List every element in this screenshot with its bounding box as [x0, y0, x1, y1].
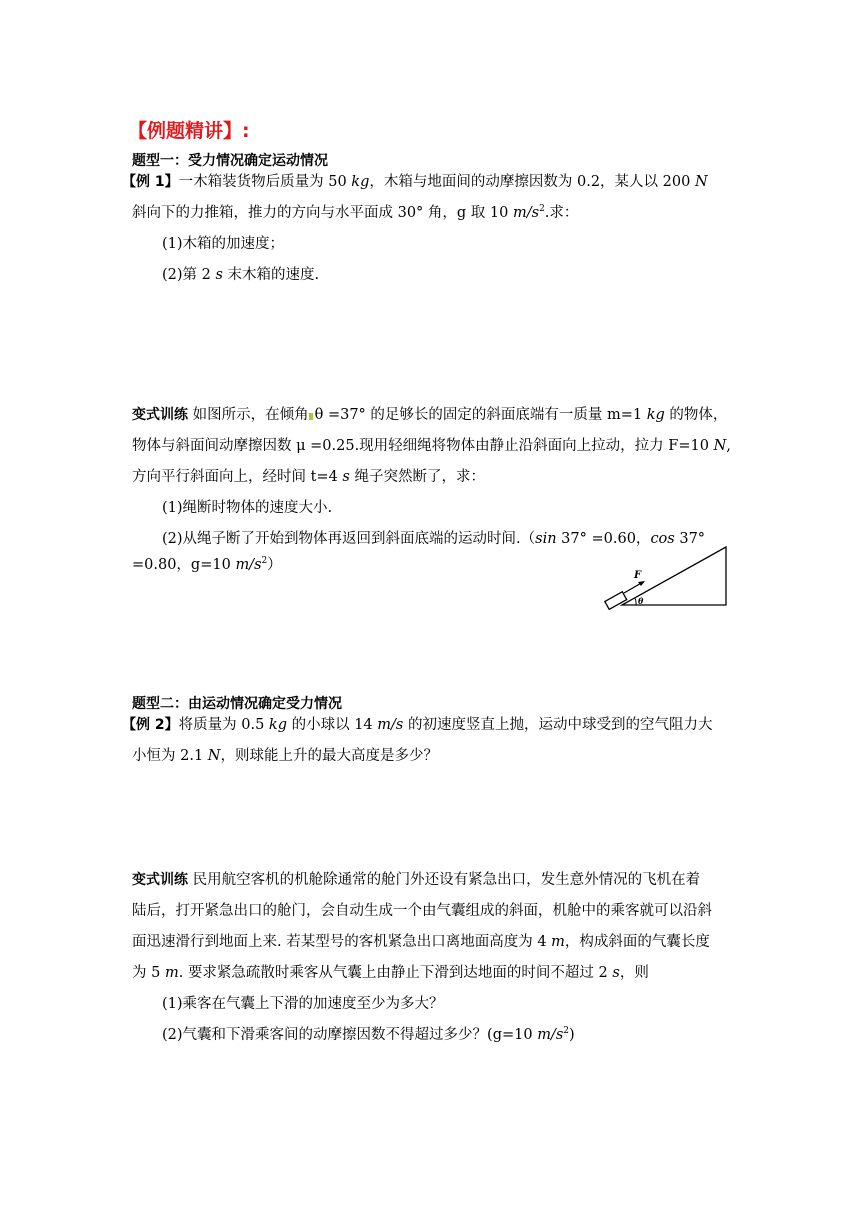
variant1-question2: (2)从绳子断了开始到物体再返回到斜面底端的运动时间.（sin 37° =0.60，cos 37° [162, 531, 706, 547]
type2-title: 题型二：由运动情况确定受力情况 [132, 696, 342, 712]
angle-label: θ [638, 596, 644, 606]
section-header: 【例题精讲】: [128, 120, 250, 142]
variant1-line1: 变式训练 如图所示，在倾角 θ =37° 的足够长的固定的斜面底端有一质量 m=1 kg 的物体， [132, 407, 728, 423]
example1-label: 【例 1】 [122, 174, 179, 190]
example1-line1: 【例 1】一木箱装货物后质量为 50 kg，木箱与地面间的动摩擦因数为 0.2，某人以 200 N [122, 174, 708, 190]
variant1-label: 变式训练 [132, 407, 188, 423]
variant2-label: 变式训练 [132, 872, 188, 888]
variant1-line6: =0.80，g=10 $m/s^2$） [132, 556, 282, 573]
variant2-question1: (1)乘客在气囊上下滑的加速度至少为多大？ [162, 996, 444, 1012]
incline-figure [600, 545, 732, 611]
example2-line2: 小恒为 2.1 N，则球能上升的最大高度是多少？ [132, 748, 438, 764]
variant1-question1: (1)绳断时物体的速度大小. [162, 500, 333, 516]
variant2-line1: 变式训练 民用航空客机的机舱除通常的舱门外还设有紧急出口，发生意外情况的飞机在着 [132, 872, 701, 888]
type1-title: 题型一：受力情况确定运动情况 [132, 153, 328, 169]
variant2-line4: 为 5 m. 要求紧急疏散时乘客从气囊上由静止下滑到达地面的时间不超过 2 s，则 [132, 965, 649, 981]
variant1-line2: 物体与斜面间动摩擦因数 μ =0.25.现用轻细绳将物体由静止沿斜面向上拉动，拉力 F=10 N, [132, 438, 731, 454]
variant2-question2: (2)气囊和下滑乘客间的动摩擦因数不得超过多少？(g=10 $m/s^2$) [162, 1026, 575, 1043]
example1-question1: (1)木箱的加速度； [162, 236, 285, 252]
variant2-line3: 面迅速滑行到地面上来. 若某型号的客机紧急出口离地面高度为 4 m，构成斜面的气囊长度 [132, 934, 710, 950]
example2-line1: 【例 2】将质量为 0.5 kg 的小球以 14 m/s 的初速度竖直上抛，运动中球受到的空气阻力大 [122, 717, 713, 733]
force-arrowhead [638, 581, 645, 586]
example1-question2: (2)第 2 s 末木箱的速度. [162, 267, 320, 283]
marker-icon [309, 413, 313, 420]
block [605, 592, 627, 610]
variant1-line3: 方向平行斜面向上，经时间 t=4 s 绳子突然断了，求： [132, 469, 485, 485]
variant2-line2: 陆后，打开紧急出口的舱门，会自动生成一个由气囊组成的斜面，机舱中的乘客就可以沿斜 [132, 903, 712, 919]
angle-arc [635, 598, 636, 605]
force-label: F [634, 570, 642, 581]
example2-label: 【例 2】 [122, 717, 179, 733]
example1-line2: 斜向下的力推箱，推力的方向与水平面成 30° 角，g 取 10 $m/s^2$.求： [132, 204, 579, 221]
